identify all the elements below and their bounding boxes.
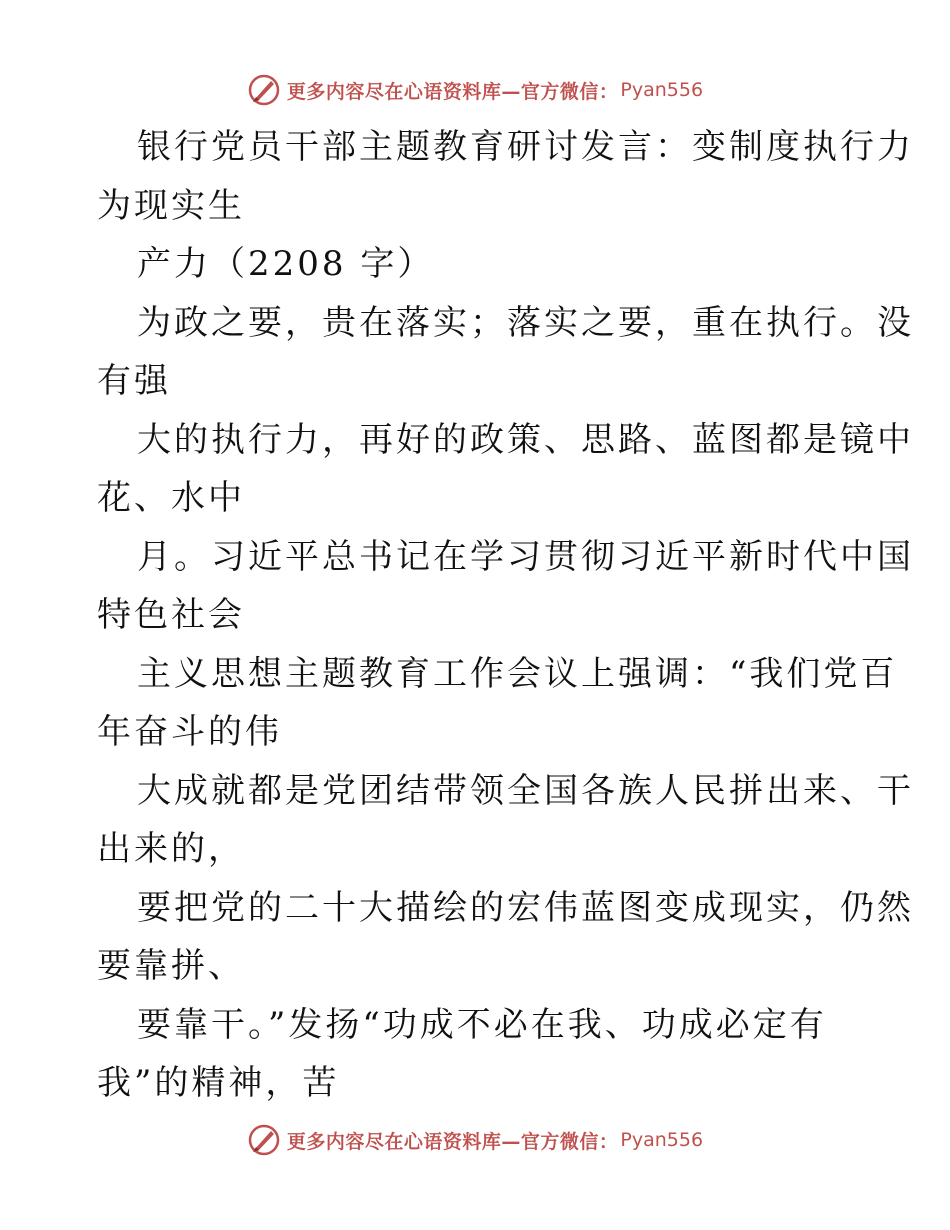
text-line: 有强 — [97, 361, 171, 401]
footer-banner-text: 更多内容尽在心语资料库—官方微信： — [286, 1130, 619, 1153]
document-body — [97, 118, 914, 1113]
text-line: 大成就都是党团结带领全国各族人民拼出来、干 — [137, 770, 914, 811]
text-line: 为政之要，贵在落实；落实之要，重在执行。没 — [137, 302, 914, 343]
quill-pen-logo-icon — [247, 73, 281, 107]
text-line: 主义思想主题教育工作会议上强调：“我们党百 — [137, 653, 898, 694]
text-line: 产力（2208 字） — [137, 244, 435, 284]
quill-pen-logo-icon — [247, 1123, 281, 1157]
text-line: 要把党的二十大描绘的宏伟蓝图变成现实，仍然 — [137, 887, 914, 928]
text-line: 银行党员干部主题教育研讨发言：变制度执行力 — [137, 127, 914, 167]
header-wechat-id: Pyan556 — [620, 79, 704, 101]
text-line: 月。习近平总书记在学习贯彻习近平新时代中国 — [137, 536, 914, 577]
text-line: 大的执行力，再好的政策、思路、蓝图都是镜中 — [137, 419, 914, 460]
text-line: 特色社会 — [97, 595, 245, 635]
text-line: 为现实生 — [97, 185, 245, 226]
footer-wechat-id: Pyan556 — [620, 1129, 704, 1151]
text-line: 花、水中 — [97, 478, 245, 518]
header-banner — [0, 70, 950, 110]
text-line: 要靠拼、 — [97, 946, 245, 986]
header-banner-text: 更多内容尽在心语资料库—官方微信： — [286, 80, 619, 103]
text-line: 出来的， — [97, 829, 245, 869]
text-line: 年奋斗的伟 — [97, 712, 282, 752]
footer-banner — [0, 1120, 950, 1160]
text-line: 我”的精神，苦 — [97, 1063, 340, 1103]
text-line: 要靠干。”发扬“功成不必在我、功成必定有 — [137, 1004, 827, 1045]
